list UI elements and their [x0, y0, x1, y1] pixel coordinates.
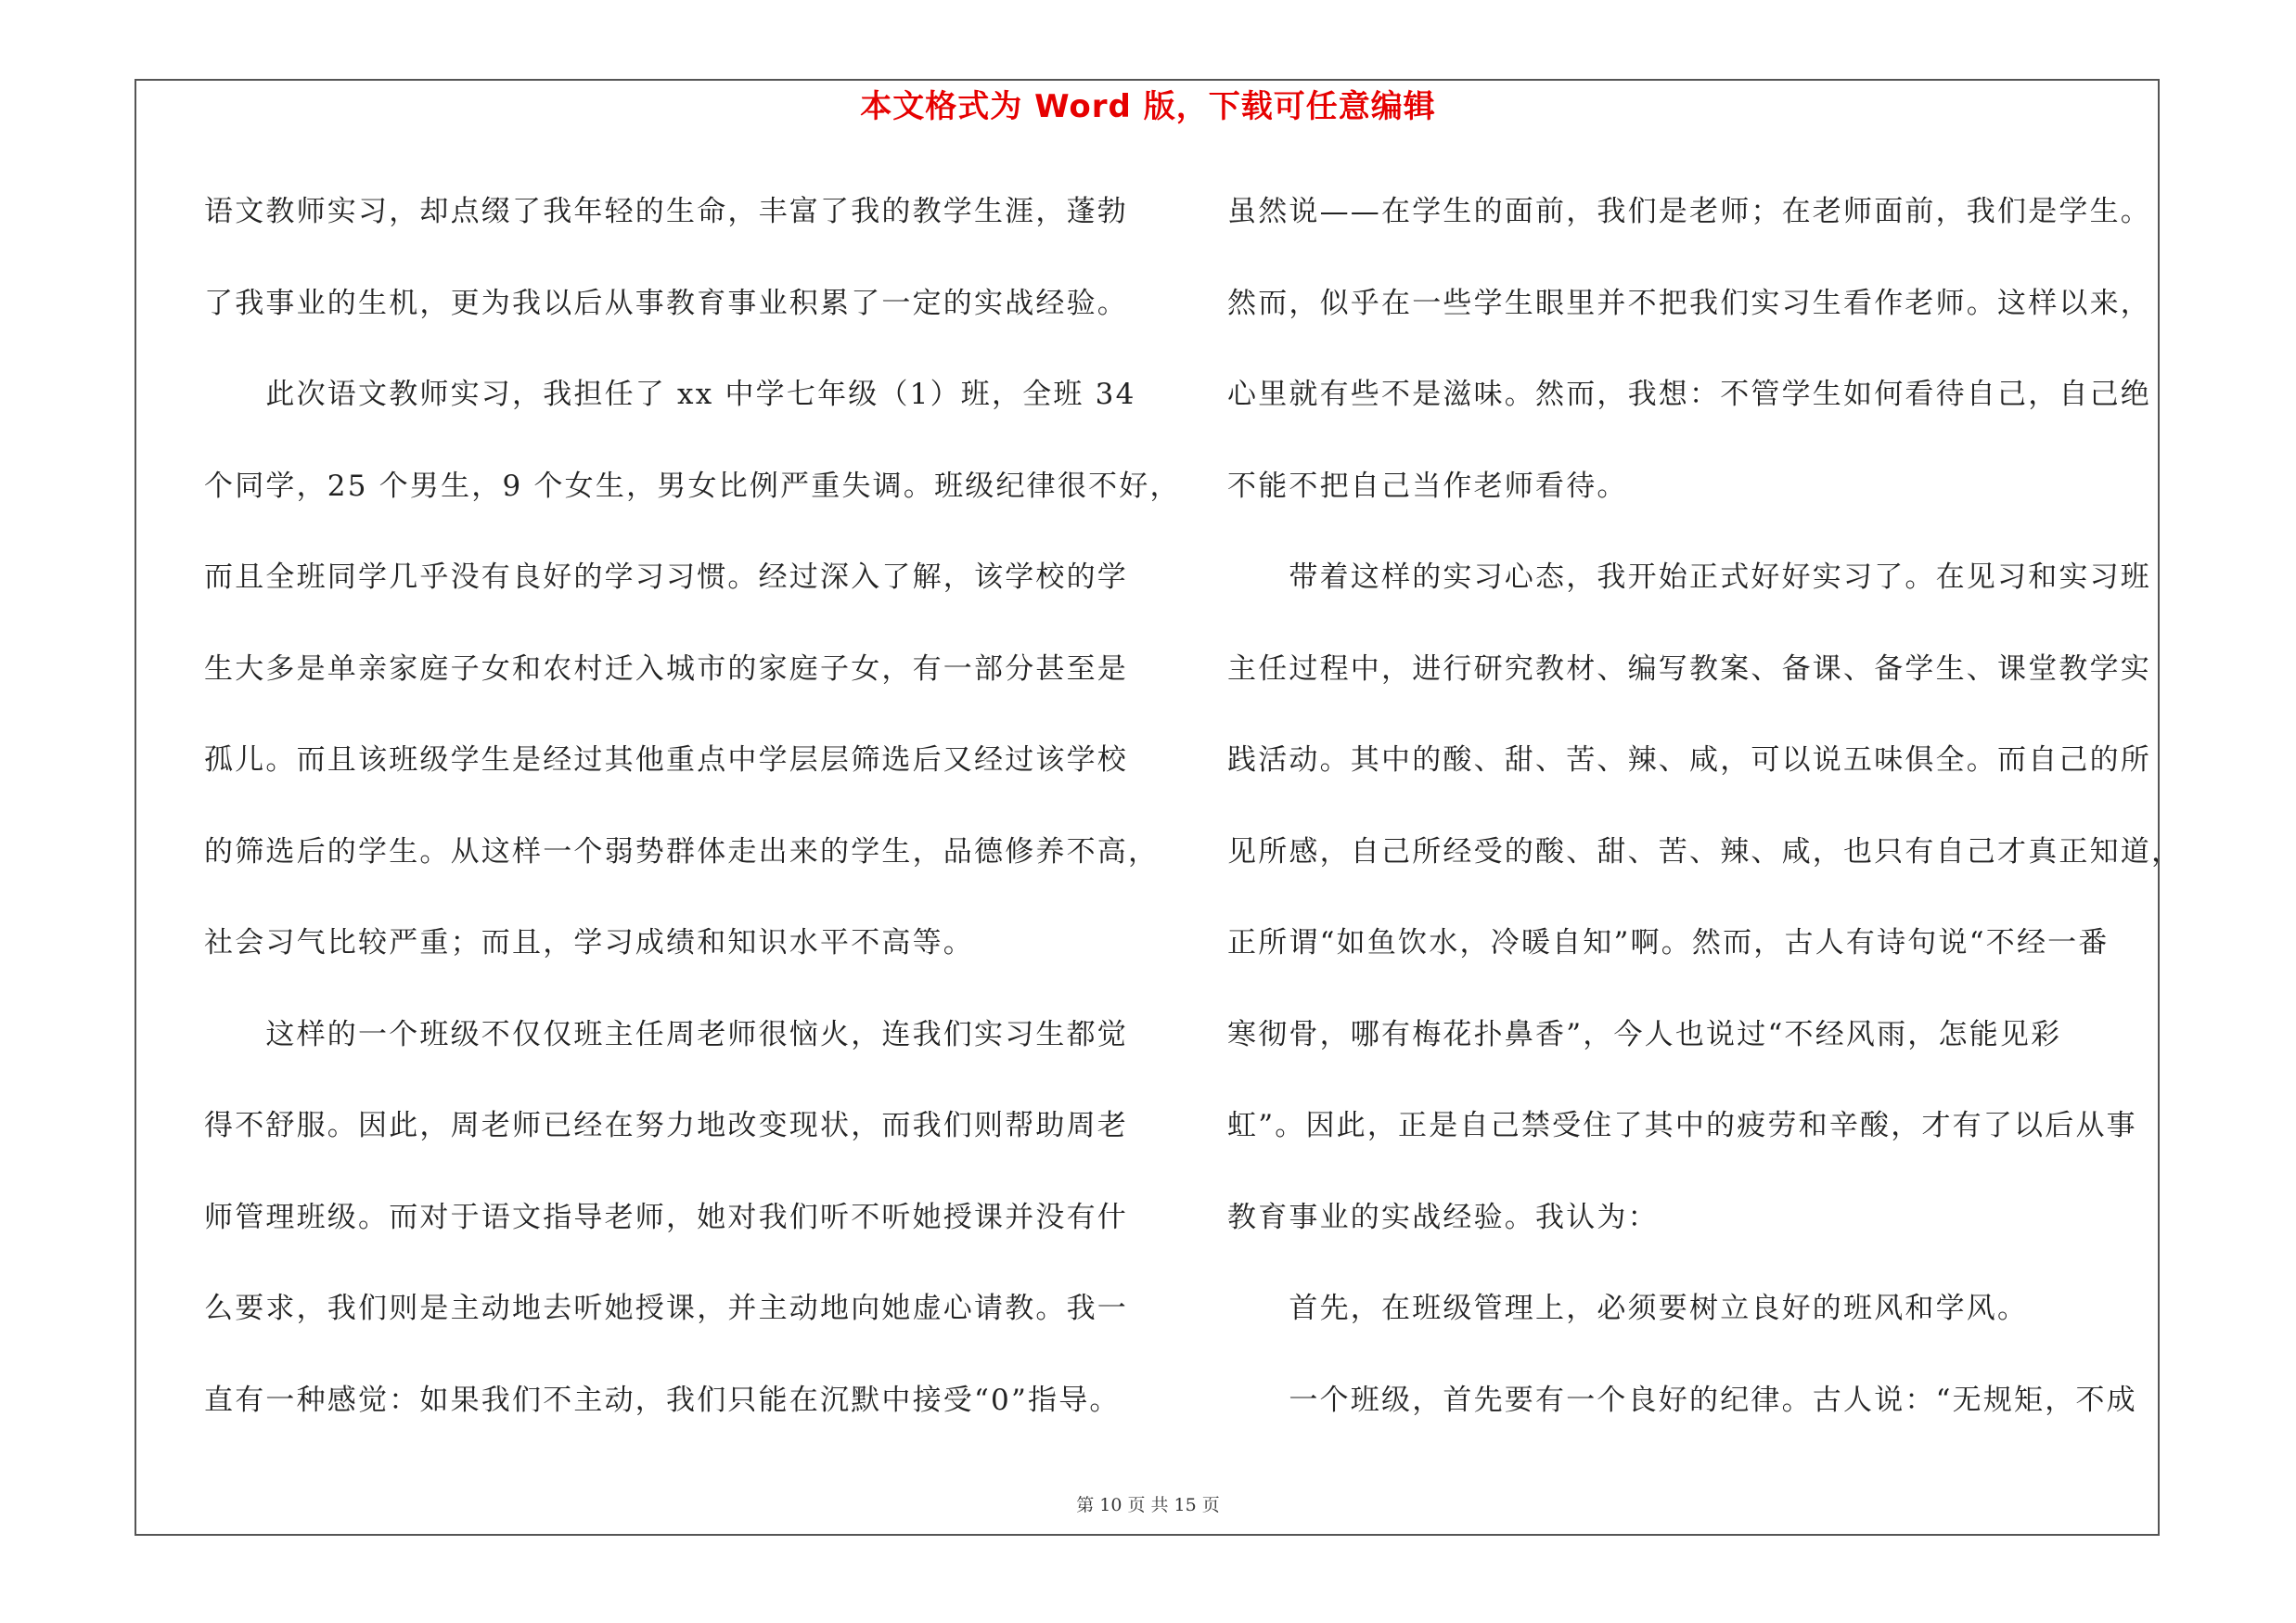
text-line: 社会习气比较严重；而且，学习成绩和知识水平不高等。 — [204, 926, 974, 960]
text-line: 见所感，自己所经受的酸、甜、苦、辣、咸，也只有自己才真正知道， — [1227, 834, 2183, 869]
text-line: 虹”。因此，正是自己禁受住了其中的疲劳和辛酸，才有了以后从事 — [1227, 1109, 2137, 1142]
text-line: 带着这样的实习心态，我开始正式好好实习了。在见习和实习班 — [1227, 560, 2151, 594]
text-line: 教育事业的实战经验。我认为： — [1227, 1200, 1659, 1234]
text-line: 师管理班级。而对于语文指导老师，她对我们听不听她授课并没有什 — [204, 1200, 1128, 1234]
text-line: 直有一种感觉：如果我们不主动，我们只能在沉默中接受“0”指导。 — [204, 1383, 1121, 1417]
text-line: 语文教师实习，却点缀了我年轻的生命，丰富了我的教学生涯，蓬勃 — [204, 195, 1128, 228]
text-line: 孤儿。而且该班级学生是经过其他重点中学层层筛选后又经过该学校 — [204, 743, 1128, 777]
text-line: 么要求，我们则是主动地去听她授课，并主动地向她虚心请教。我一 — [204, 1292, 1128, 1325]
text-line: 一个班级，首先要有一个良好的纪律。古人说：“无规矩，不成 — [1227, 1383, 2137, 1417]
word-format-banner: 本文格式为 Word 版，下载可任意编辑 — [860, 88, 1436, 125]
text-line: 生大多是单亲家庭子女和农村迁入城市的家庭子女，有一部分甚至是 — [204, 651, 1128, 686]
text-line: 不能不把自己当作老师看待。 — [1227, 469, 1628, 503]
text-line: 然而，似乎在一些学生眼里并不把我们实习生看作老师。这样以来， — [1227, 286, 2151, 320]
text-line: 虽然说——在学生的面前，我们是老师；在老师面前，我们是学生。 — [1227, 195, 2151, 228]
text-line: 首先，在班级管理上，必须要树立良好的班风和学风。 — [1227, 1292, 2029, 1325]
text-line: 心里就有些不是滋味。然而，我想：不管学生如何看待自己，自己绝 — [1227, 378, 2151, 411]
text-line: 这样的一个班级不仅仅班主任周老师很恼火，连我们实习生都觉 — [204, 1017, 1128, 1051]
text-line: 个同学，25 个男生，9 个女生，男女比例严重失调。班级纪律很不好， — [204, 469, 1181, 503]
text-line: 正所谓“如鱼饮水，冷暖自知”啊。然而，古人有诗句说“不经一番 — [1227, 926, 2110, 960]
text-line: 了我事业的生机，更为我以后从事教育事业积累了一定的实战经验。 — [204, 286, 1128, 320]
text-line: 践活动。其中的酸、甜、苦、辣、咸，可以说五味俱全。而自己的所 — [1227, 743, 2151, 777]
text-line: 得不舒服。因此，周老师已经在努力地改变现状，而我们则帮助周老 — [204, 1109, 1128, 1142]
page-number-footer: 第 10 页 共 15 页 — [1076, 1495, 1220, 1515]
text-line: 主任过程中，进行研究教材、编写教案、备课、备学生、课堂教学实 — [1227, 651, 2151, 686]
text-line: 寒彻骨，哪有梅花扑鼻香”，今人也说过“不经风雨，怎能见彩 — [1227, 1017, 2062, 1051]
text-line: 而且全班同学几乎没有良好的学习习惯。经过深入了解，该学校的学 — [204, 560, 1128, 594]
text-line: 此次语文教师实习，我担任了 xx 中学七年级（1）班，全班 34 — [204, 378, 1136, 411]
left-text-column — [204, 182, 1181, 1462]
right-text-column — [1227, 182, 2183, 1462]
text-line: 的筛选后的学生。从这样一个弱势群体走出来的学生，品德修养不高， — [204, 834, 1160, 869]
